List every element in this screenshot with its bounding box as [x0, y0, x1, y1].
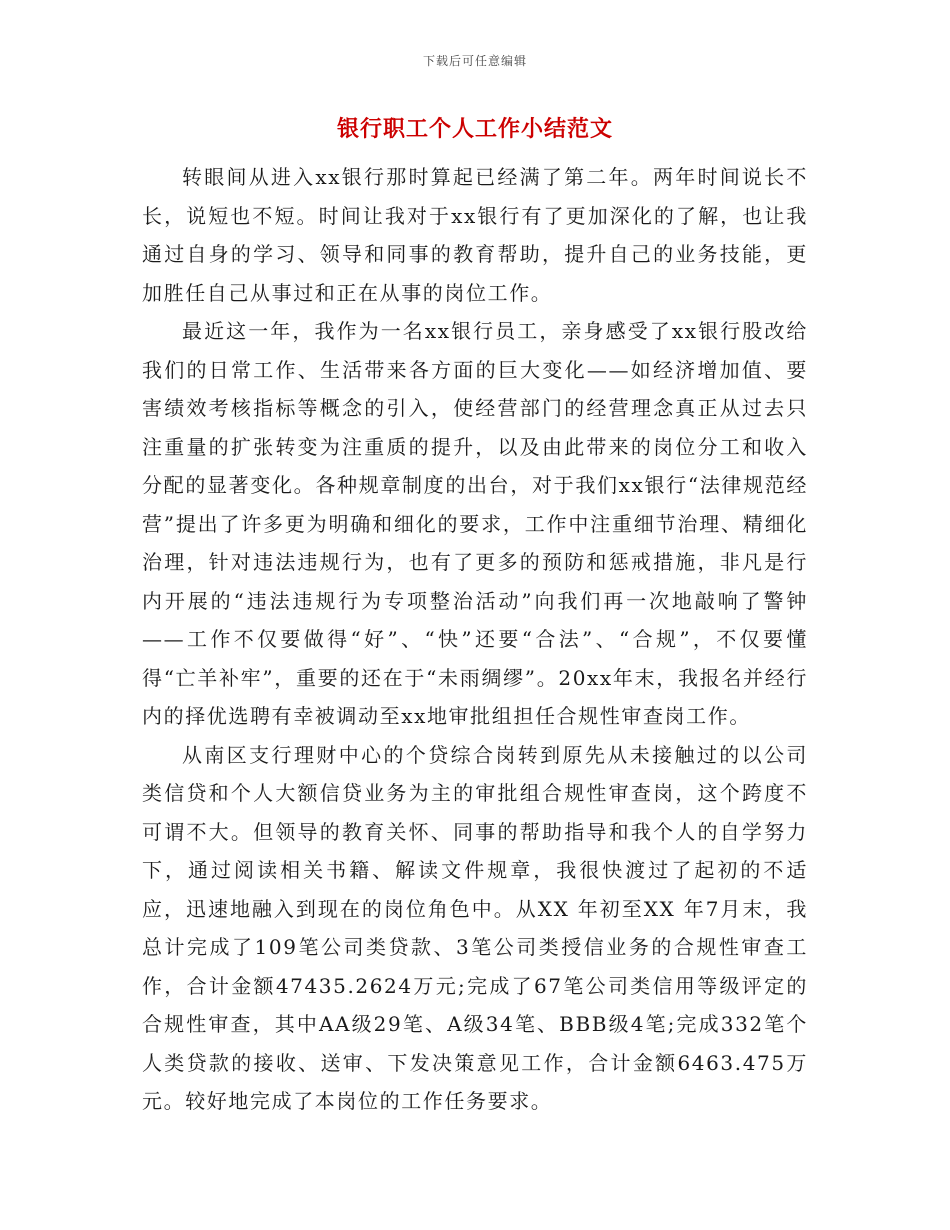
paragraph-3: 从南区支行理财中心的个贷综合岗转到原先从未接触过的以公司类信贷和个人大额信贷业务为主的审批组合规性审查岗，这个跨度不可谓不大。但领导的教育关怀、同事的帮助指导和我个人的自学努力下，通过阅读相关书籍、解读文件规章，我很快渡过了起初的不适应，迅速地融入到现在的岗位角色中。从XX 年初至XX 年7月末，我总计完成了109笔公司类贷款、3笔公司类授信业务的合规性审查工作，合计金额47435.2624万元;完成了67笔公司类信用等级评定的合规性审查，其中AA级29笔、A级34笔、BBB级4笔;完成332笔个人类贷款的接收、送审、下发决策意见工作，合计金额6463.475万元。较好地完成了本岗位的工作任务要求。: [142, 742, 808, 1113]
paragraph-1: 转眼间从进入xx银行那时算起已经满了第二年。两年时间说长不长，说短也不短。时间让我对于xx银行有了更加深化的了解，也让我通过自身的学习、领导和同事的教育帮助，提升自己的业务技能，更加胜任自己从事过和正在从事的岗位工作。: [142, 165, 808, 305]
document-title: 银行职工个人工作小结范文: [336, 117, 613, 142]
paragraph-2: 最近这一年，我作为一名xx银行员工，亲身感受了xx银行股改给我们的日常工作、生活带来各方面的巨大变化——如经济增加值、要害绩效考核指标等概念的引入，使经营部门的经营理念真正从过去只注重量的扩张转变为注重质的提升，以及由此带来的岗位分工和收入分配的显著变化。各种规章制度的出台，对于我们xx银行“法律规范经营”提出了许多更为明确和细化的要求，工作中注重细节治理、精细化治理，针对违法违规行为，也有了更多的预防和惩戒措施，非凡是行内开展的“违法违规行为专项整治活动”向我们再一次地敲响了警钟——工作不仅要做得“好”、“快”还要“合法”、“合规”，不仅要懂得“亡羊补牢”，重要的还在于“未雨绸缪”。20xx年末，我报名并经行内的择优选聘有幸被调动至xx地审批组担任合规性审查岗工作。: [142, 319, 808, 728]
header-note: 下载后可任意编辑: [422, 54, 527, 68]
document-body: [142, 158, 808, 1121]
